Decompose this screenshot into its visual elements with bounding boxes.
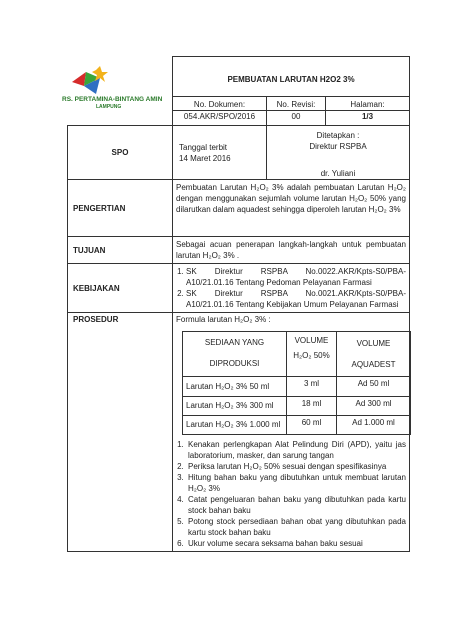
issue-date-label: Tanggal terbit bbox=[179, 143, 228, 152]
kebijakan-list-cell bbox=[173, 264, 410, 313]
formula-cell: Larutan H₂O₂ 3% 1.000 ml bbox=[183, 416, 287, 435]
procedure-steps bbox=[176, 439, 406, 549]
approval-cell bbox=[267, 126, 410, 180]
logo-cell bbox=[68, 57, 173, 126]
doc-number-label: No. Dokumen: bbox=[173, 97, 267, 111]
procedure-step: 2. Periksa larutan H₂O₂ 50% sesuai dengan spesifikasinya bbox=[186, 461, 406, 472]
approval-label: Ditetapkan : bbox=[316, 131, 360, 140]
formula-cell: 60 ml bbox=[287, 416, 337, 435]
formula-cell: Ad 1.000 ml bbox=[337, 416, 411, 435]
pengertian-text: Pembuatan Larutan H₂O₂ 3% adalah pembuatan Larutan H₂O₂ dengan menggunakan sejumlah volume larutan H₂O₂ 50% yang dilarutkan dalam aquadest sehingga diperoleh larutan H₂O₂ 3% bbox=[173, 180, 410, 237]
procedure-step: 3. Hitung bahan baku yang dibutuhkan untuk membuat larutan H₂O₂ 3% bbox=[186, 472, 406, 494]
formula-header-aquadest: VOLUME AQUADEST bbox=[337, 332, 411, 377]
approval-director: Direktur RSPBA bbox=[309, 142, 367, 151]
procedure-step: 1. Kenakan perlengkapan Alat Pelindung Diri (APD), yaitu jas laboratorium, masker, dan sarung tangan bbox=[186, 439, 406, 461]
formula-intro: Formula larutan H₂O₂ 3% : bbox=[176, 315, 271, 324]
section-kebijakan: KEBIJAKAN bbox=[68, 264, 173, 313]
formula-header-volume-h2o2: VOLUME H₂O₂ 50% bbox=[287, 332, 337, 377]
signatory-name: dr. Yuliani bbox=[320, 169, 356, 178]
section-tujuan: TUJUAN bbox=[68, 237, 173, 264]
doc-number: 054.AKR/SPO/2016 bbox=[173, 111, 267, 126]
formula-cell: Ad 300 ml bbox=[337, 397, 411, 416]
procedure-step: 6. Ukur volume secara seksama bahan baku sesuai bbox=[186, 538, 406, 549]
page-number: 1/3 bbox=[326, 111, 410, 126]
hospital-name: RS. PERTAMINA-BINTANG AMIN bbox=[62, 96, 163, 103]
page-label: Halaman: bbox=[326, 97, 410, 111]
formula-cell: 3 ml bbox=[287, 377, 337, 397]
formula-cell: Ad 50 ml bbox=[337, 377, 411, 397]
spo-table bbox=[67, 56, 410, 552]
tujuan-text: Sebagai acuan penerapan langkah-langkah untuk pembuatan larutan H₂O₂ 3% . bbox=[173, 237, 410, 264]
spo-label: SPO bbox=[68, 126, 173, 180]
formula-header-sediaan: SEDIAAN YANG DIPRODUKSI bbox=[183, 332, 287, 377]
issue-date-cell bbox=[173, 126, 267, 180]
document-title: PEMBUATAN LARUTAN H2O2 3% bbox=[173, 57, 410, 97]
procedure-step: 4. Catat pengeluaran bahan baku yang dibutuhkan pada kartu stock bahan baku bbox=[186, 494, 406, 516]
formula-cell: 18 ml bbox=[287, 397, 337, 416]
kebijakan-list bbox=[176, 266, 406, 310]
issue-date: 14 Maret 2016 bbox=[179, 154, 231, 163]
hospital-city: LAMPUNG bbox=[96, 104, 122, 110]
kebijakan-item: 2. SK Direktur RSPBA No.0021.AKR/Kpts-S0/PBA-A10/21.01.16 Tentang Kebijakan Umum Pelayanan Farmasi bbox=[186, 288, 406, 310]
procedure-step: 5. Potong stock persediaan bahan obat yang dibutuhkan pada kartu stock bahan baku bbox=[186, 516, 406, 538]
formula-table bbox=[182, 331, 411, 435]
revision-number: 00 bbox=[267, 111, 326, 126]
section-pengertian: PENGERTIAN bbox=[68, 180, 173, 237]
formula-cell: Larutan H₂O₂ 3% 300 ml bbox=[183, 397, 287, 416]
revision-label: No. Revisi: bbox=[267, 97, 326, 111]
prosedur-cell bbox=[173, 313, 410, 552]
formula-cell: Larutan H₂O₂ 3% 50 ml bbox=[183, 377, 287, 397]
section-prosedur: PROSEDUR bbox=[68, 313, 173, 552]
kebijakan-item: 1. SK Direktur RSPBA No.0022.AKR/Kpts-S0/PBA-A10/21.01.16 Tentang Pedoman Pelayanan Farmasi bbox=[186, 266, 406, 288]
